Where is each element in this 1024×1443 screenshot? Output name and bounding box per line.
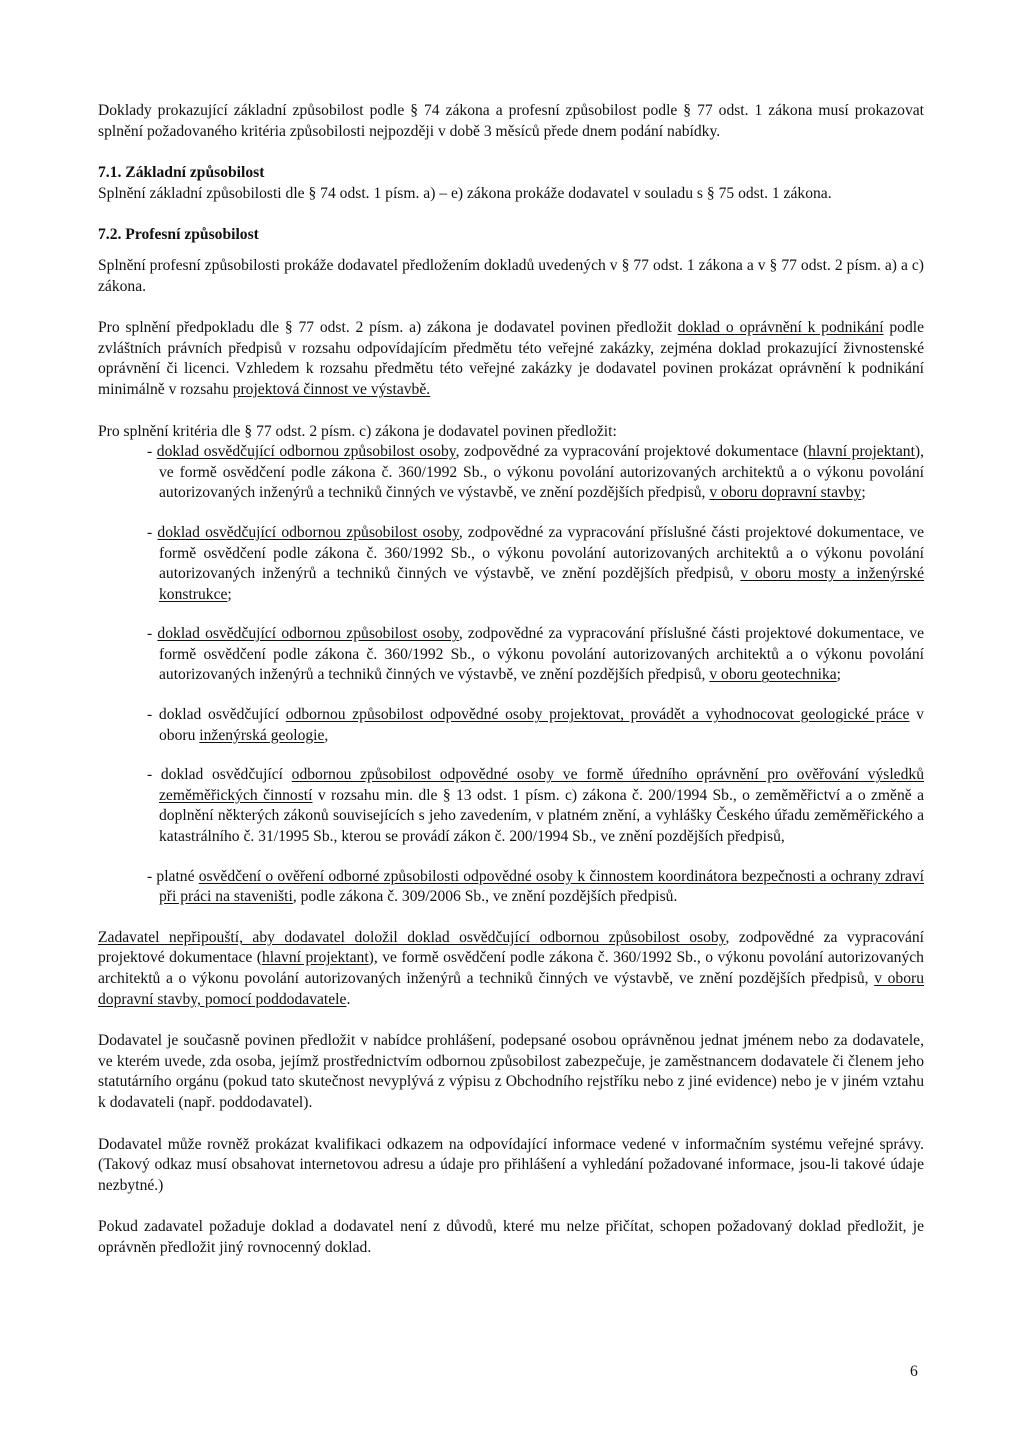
text-run: - doklad osvědčující — [147, 766, 292, 784]
text-run: ), ve formě osvědčení podle zákona č. 360/1992 Sb., o výkonu povolání autorizovaných architektů a o výkonu povolání autorizovaných inženýrů a techniků činných ve výstavbě, ve znění pozdějších předpisů, — [98, 949, 924, 987]
text-run: v rozsahu min. dle § 13 odst. 1 písm. c) zákona č. 200/1994 Sb., o zeměměřictví a o změně a doplnění některých zákonů souvisejících s jeho zavedením, v platném znění, a vyhlášky Českého úřadu zeměměřického a katastrálního č. 31/1995 Sb., kterou se provádí zákon č. 200/1994 Sb., ve znění pozdějších předpisů, — [159, 786, 924, 846]
list-item — [98, 867, 924, 908]
list-item — [98, 624, 924, 686]
text-run: - doklad osvědčující — [147, 706, 286, 724]
list-item — [98, 765, 924, 847]
intro-paragraph: Doklady prokazující základní způsobilost podle § 74 zákona a profesní způsobilost podle § 77 odst. 1 zákona musí prokazovat splnění požadovaného kritéria způsobilosti nejpozději v době 3 měsíců přede dnem podání nabídky. — [98, 102, 924, 140]
text-run: ), ve formě osvědčení podle zákona č. 360/1992 Sb., o výkonu povolání autorizovaných architektů a o výkonu povolání autorizovaných inženýrů a techniků činných ve výstavbě, ve znění pozdějších předpisů, — [159, 443, 924, 502]
text-run: ; — [227, 585, 232, 603]
page-number: 6 — [910, 1363, 918, 1380]
underlined-phrase: odbornou způsobilost odpovědné osoby projektovat, provádět a vyhodnocovat geologické práce — [285, 706, 910, 724]
underlined-phrase: doklad osvědčující odbornou způsobilost osoby — [157, 523, 459, 541]
document-page — [98, 101, 924, 1259]
paragraph-equivalent-document: Pokud zadavatel požaduje doklad a dodavatel není z důvodů, které mu nelze přičítat, schopen požadovaný doklad předložit, je oprávněn předložit jiný rovnocenný doklad. — [98, 1218, 924, 1256]
paragraph-trade-license — [98, 318, 924, 400]
section-7-2-heading: 7.2. Profesní způsobilost — [98, 226, 259, 244]
text-run: - — [147, 523, 158, 541]
text-run: , zodpovědné za vypracování příslušné části projektové dokumentace, ve formě osvědčení podle zákona č. 360/1992 Sb., o výkonu povolání autorizovaných architektů a o výkonu povolání autorizovaných inženýrů a techniků činných ve výstavbě, ve znění pozdějších předpisů, — [159, 523, 925, 583]
section-7-1-heading: 7.1. Základní způsobilost — [98, 164, 265, 182]
text-run: , — [324, 726, 329, 744]
underlined-phrase: v oboru geotechnika — [709, 666, 837, 684]
underlined-phrase: Zadavatel nepřipouští, aby dodavatel doložil doklad osvědčující odbornou způsobilost osoby — [98, 928, 726, 946]
text-run: , zodpovědné za vypracování projektové dokumentace ( — [98, 928, 924, 967]
underlined-phrase: v oboru mosty a inženýrské konstrukce — [159, 565, 924, 603]
section-7-2 — [98, 225, 924, 297]
section-7-1-text: Splnění základní způsobilosti dle § 74 odst. 1 písm. a) – e) zákona prokáže dodavatel v souladu s § 75 odst. 1 zákona. — [98, 184, 832, 202]
text-run: Pro splnění předpokladu dle § 77 odst. 2 písm. a) zákona je dodavatel povinen předložit — [98, 319, 678, 337]
text-run: - — [147, 443, 157, 461]
list-item — [98, 442, 924, 504]
paragraph-subcontractor-restriction — [98, 928, 924, 1010]
text-run: v oboru — [159, 706, 924, 744]
underlined-phrase: doklad osvědčující odbornou způsobilost osoby — [157, 625, 459, 643]
text-run: , zodpovědné za vypracování příslušné části projektové dokumentace, ve formě osvědčení podle zákona č. 360/1992 Sb., o výkonu povolání autorizovaných architektů a o výkonu povolání autorizovaných inženýrů a techniků činných ve výstavbě, ve znění pozdějších předpisů, — [159, 625, 925, 684]
text-run: , zodpovědné za vypracování projektové dokumentace ( — [455, 443, 809, 461]
text-run: podle zvláštních právních předpisů v rozsahu odpovídajícím předmětu této veřejné zakázky, zejména doklad prokazující živnostenské oprávnění či licenci. Vzhledem k rozsahu předmětu této veřejné zakázky je dodavatel povinen prokázat oprávnění k podnikání minimálně v rozsahu — [98, 319, 924, 398]
underlined-phrase: v oboru dopravní stavby — [709, 484, 862, 502]
underlined-phrase: doklad osvědčující odbornou způsobilost osoby — [156, 443, 456, 461]
underlined-phrase: doklad o oprávnění k podnikání — [677, 319, 884, 337]
underlined-phrase: hlavní projektant — [261, 949, 369, 967]
paragraph-criteria-intro: Pro splnění kritéria dle § 77 odst. 2 písm. c) zákona je dodavatel povinen předložit: — [98, 422, 617, 440]
underlined-phrase: odbornou způsobilost odpovědné osoby ve formě úředního oprávnění pro ověřování výsledků zeměměřických činností — [159, 766, 924, 804]
underlined-phrase: v oboru dopravní stavby, pomocí poddodavatele — [98, 970, 925, 1008]
text-run: . — [346, 990, 351, 1008]
text-run: ; — [861, 484, 866, 502]
paragraph-information-system: Dodavatel může rovněž prokázat kvalifikaci odkazem na odpovídající informace vedené v informačním systému veřejné správy. (Takový odkaz musí obsahovat internetovou adresu a údaje pro přihlášení a vyhledání požadované informace, jsou-li takové údaje nezbytné.) — [98, 1135, 924, 1194]
underlined-phrase: osvědčení o ověření odborné způsobilosti odpovědné osoby k činnostem koordinátora bezpečnosti a ochrany zdraví při práci na staveništi — [159, 867, 925, 906]
requirements-list — [98, 442, 924, 908]
list-item — [98, 705, 924, 746]
paragraph-declaration: Dodavatel je současně povinen předložit v nabídce prohlášení, podepsané osobou oprávněnou jednat jménem nebo za dodavatele, ve kterém uvede, zda osoba, jejímž prostřednictvím odbornou způsobilost zabezpečuje, je zaměstnancem dodavatele či členem jeho statutárního orgánu (pokud tato skutečnost nevyplývá z výpisu z Obchodního rejstříku nebo z jiné evidence) nebo je v jiném vztahu k dodavateli (např. poddodavatel). — [98, 1032, 924, 1111]
section-7-2-text: Splnění profesní způsobilosti prokáže dodavatel předložením dokladů uvedených v § 77 odst. 1 zákona a v § 77 odst. 2 písm. a) a c) zákona. — [98, 256, 924, 295]
underlined-phrase: hlavní projektant — [808, 443, 915, 461]
list-item — [98, 523, 924, 605]
text-run: - platné — [147, 867, 199, 885]
text-run: , podle zákona č. 309/2006 Sb., ve znění pozdějších předpisů. — [292, 888, 678, 906]
section-7-1 — [98, 163, 924, 204]
text-run: - — [147, 625, 158, 643]
underlined-phrase: projektová činnost ve výstavbě. — [232, 380, 431, 398]
text-run: ; — [836, 666, 842, 684]
underlined-phrase: inženýrská geologie — [199, 726, 325, 744]
